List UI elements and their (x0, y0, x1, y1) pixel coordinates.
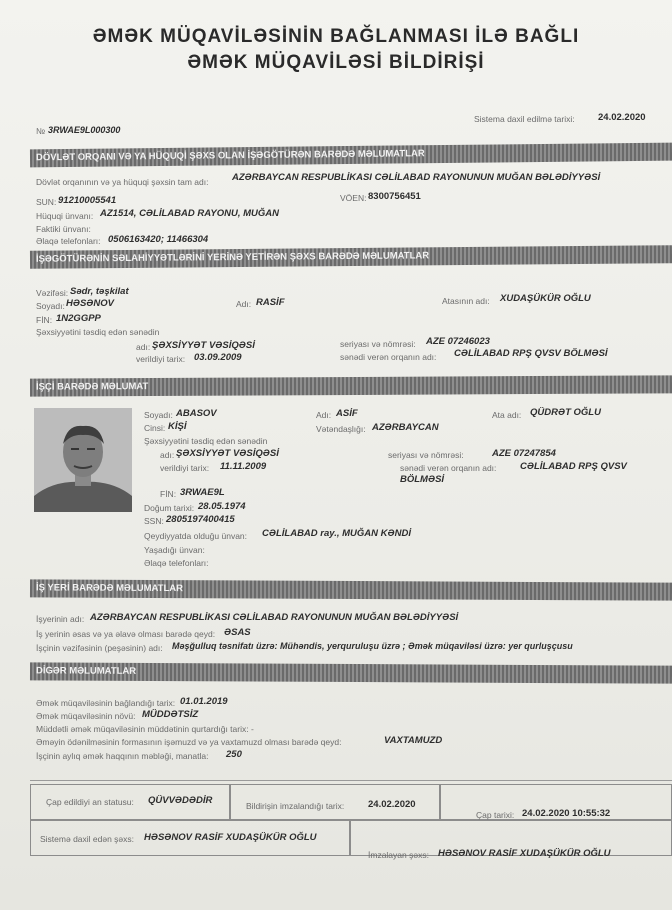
emp-gender-label: Cinsi: (144, 423, 166, 433)
rep-name-label: Adı: (236, 299, 252, 309)
rep-series-label: seriyası və nömrəsi: (340, 339, 416, 349)
rep-fin: 1N2GGPP (56, 313, 101, 324)
voen-value: 8300756451 (368, 191, 421, 202)
other-section-header: DİGƏR MƏLUMATLAR (30, 662, 672, 683)
workplace-main: ƏSAS (224, 627, 251, 638)
rep-surname: HƏSƏNOV (66, 298, 114, 309)
entered-date: 24.02.2020 (598, 112, 646, 123)
emp-live-address-label: Yaşadığı ünvan: (144, 545, 205, 555)
sun-label: SUN: (36, 197, 57, 207)
rep-doc-name: ŞƏXSİYYƏT VƏSİQƏSİ (152, 340, 255, 351)
rep-issuer: CƏLİLABAD RPŞ QVSV BÖLMƏSİ (454, 348, 608, 359)
signer: HƏSƏNOV RASİF XUDAŞÜKÜR OĞLU (438, 848, 611, 859)
emp-name-label: Adı: (316, 410, 332, 420)
representative-section-header: İŞƏGÖTÜRƏNİN SƏLAHİYYƏTLƏRİNİ YERİNƏ YETİRƏN ŞƏXS BARƏDƏ MƏLUMATLAR (30, 245, 672, 269)
title-line-2: ƏMƏK MÜQAVİLƏSİ BİLDİRİŞİ (187, 52, 485, 73)
emp-doc-name-label: adı: (160, 450, 175, 460)
doc-no-label: № (36, 126, 46, 136)
status-label: Çap edildiyi an statusu: (46, 797, 134, 807)
employee-section-header: İŞÇİ BARƏDƏ MƏLUMAT (30, 375, 672, 396)
employer-phone: 0506163420; 11466304 (108, 234, 209, 245)
emp-phone-label: Əlaqə telefonları: (144, 558, 209, 568)
emp-doc-name: ŞƏXSİYYƏT VƏSİQƏSİ (176, 448, 279, 459)
emp-fin: 3RWAE9L (180, 487, 225, 498)
contract-type-label: Əmək müqaviləsinin növü: (36, 711, 136, 721)
sign-date: 24.02.2020 (368, 799, 416, 810)
rep-father: XUDAŞÜKÜR OĞLU (500, 293, 591, 304)
emp-birth-label: Doğum tarixi: (144, 503, 195, 513)
legal-address-label: Hüquqi ünvanı: (36, 211, 94, 221)
emp-citizenship: AZƏRBAYCAN (372, 422, 439, 433)
emp-series-label: seriyası və nömrəsi: (388, 450, 464, 460)
print-date-label: Çap tarixi: (476, 810, 515, 820)
contract-type: MÜDDƏTSİZ (142, 709, 199, 720)
rep-fin-label: FİN: (36, 315, 53, 325)
entered-by: HƏSƏNOV RASİF XUDAŞÜKÜR OĞLU (144, 832, 317, 843)
contract-start: 01.01.2019 (180, 696, 228, 707)
emp-father-label: Ata adı: (492, 410, 522, 420)
employee-photo (34, 408, 132, 512)
legal-address: AZ1514, CƏLİLABAD RAYONU, MUĞAN (100, 208, 279, 219)
footer-top-rule (30, 780, 672, 781)
rep-id-doc-label: Şəxsiyyətini təsdiq edən sənədin (36, 327, 160, 337)
workplace-employer-label: İşyerinin adı: (36, 614, 85, 624)
workplace-section-header: İŞ YERİ BARƏDƏ MƏLUMATLAR (30, 579, 672, 600)
salary: 250 (226, 749, 242, 760)
workplace-employer: AZƏRBAYCAN RESPUBLİKASI CƏLİLABAD RAYONUNUN MUĞAN BƏLƏDİYYƏSİ (90, 612, 459, 623)
print-date: 24.02.2020 10:55:32 (522, 808, 611, 819)
pay-form-label: Əməyin ödənilməsinin formasının işəmuzd və ya vaxtamuzd olması barədə qeyd: (36, 737, 342, 747)
salary-label: İşçinin aylıq əmək haqqının məbləği, manatla: (36, 751, 209, 761)
rep-issue-date-label: verildiyi tarix: (136, 354, 186, 364)
rep-surname-label: Soyadı: (36, 301, 65, 311)
rep-issuer-label: sənədi verən orqanın adı: (340, 352, 437, 362)
title-line-1: ƏMƏK MÜQAVİLƏSİNİN BAĞLANMASI İLƏ BAĞLI (92, 26, 580, 47)
emp-father: QÜDRƏT OĞLU (530, 407, 601, 418)
status-value: QÜVVƏDƏDİR (148, 795, 213, 806)
rep-doc-name-label: adı: (136, 342, 151, 352)
sign-date-label: Bildirişin imzalandığı tarix: (246, 801, 345, 811)
workplace-profession: Məşğulluq təsnifatı üzrə: Mühəndis, yerquruluşu üzrə ; Əmək müqaviləsi üzrə: yer qurluşçusu (172, 641, 573, 651)
voen-label: VÖEN: (340, 193, 367, 203)
entered-date-label: Sistema daxil edilmə tarixi: (474, 114, 575, 124)
emp-series: AZE 07247854 (492, 448, 556, 459)
emp-id-doc-label: Şəxsiyyətini təsdiq edən sənədin (144, 436, 268, 446)
rep-name: RASİF (256, 297, 285, 308)
contract-start-label: Əmək müqaviləsinin bağlandığı tarix: (36, 698, 176, 708)
emp-issuer: CƏLİLABAD RPŞ QVSV (520, 461, 627, 472)
pay-form: VAXTAMUZD (384, 735, 443, 746)
emp-issuer-label: sənədi verən orqanın adı: (400, 463, 497, 473)
employer-phone-label: Əlaqə telefonları: (36, 236, 101, 246)
rep-father-label: Atasının adı: (442, 296, 490, 306)
entered-by-label: Sistemə daxil edən şəxs: (40, 834, 135, 844)
emp-surname-label: Soyadı: (144, 410, 173, 420)
emp-issue-date-label: verildiyi tarix: (160, 463, 210, 473)
emp-ssn-label: SSN: (144, 516, 164, 526)
emp-surname: ABASOV (176, 408, 217, 419)
contract-term-label: Müddətli əmək müqaviləsinin müddətinin qurtardığı tarix: - (36, 724, 254, 734)
employer-name: AZƏRBAYCAN RESPUBLİKASI CƏLİLABAD RAYONUNUN MUĞAN BƏLƏDİYYƏSİ (232, 172, 601, 183)
doc-no: 3RWAE9L000300 (48, 125, 121, 135)
rep-position-label: Vəzifəsi: (36, 288, 69, 298)
rep-series: AZE 07246023 (426, 336, 490, 347)
emp-citizenship-label: Vətəndaşlığı: (316, 424, 366, 434)
emp-issue-date: 11.11.2009 (220, 461, 267, 472)
emp-issuer-cont: BÖLMƏSİ (400, 474, 445, 485)
actual-address-label: Faktiki ünvanı: (36, 224, 91, 234)
emp-reg-address: CƏLİLABAD ray., MUĞAN KƏNDİ (262, 528, 411, 539)
rep-issue-date: 03.09.2009 (194, 352, 242, 363)
emp-fin-label: FİN: (160, 489, 177, 499)
signer-label: İmzalayan şəxs: (368, 850, 429, 860)
emp-birth: 28.05.1974 (198, 501, 246, 512)
emp-gender: KİŞİ (168, 421, 187, 432)
sun-value: 91210005541 (58, 195, 117, 206)
workplace-main-label: İş yerinin əsas və ya əlavə olması barədə qeyd: (36, 629, 216, 639)
employer-name-label: Dövlət orqanının və ya hüquqi şəxsin tam adı: (36, 177, 209, 187)
emp-ssn: 2805197400415 (166, 514, 235, 525)
emp-name: ASİF (336, 408, 358, 419)
rep-position: Sədr, təşkilat (70, 286, 129, 297)
employer-section-header: DÖVLƏT ORQANI VƏ YA HÜQUQİ ŞƏXS OLAN İŞƏGÖTÜRƏN BARƏDƏ MƏLUMATLAR (30, 143, 672, 168)
workplace-profession-label: İşçinin vəzifəsinin (peşəsinin) adı: (36, 643, 163, 653)
emp-reg-address-label: Qeydiyyatda olduğu ünvan: (144, 531, 248, 541)
